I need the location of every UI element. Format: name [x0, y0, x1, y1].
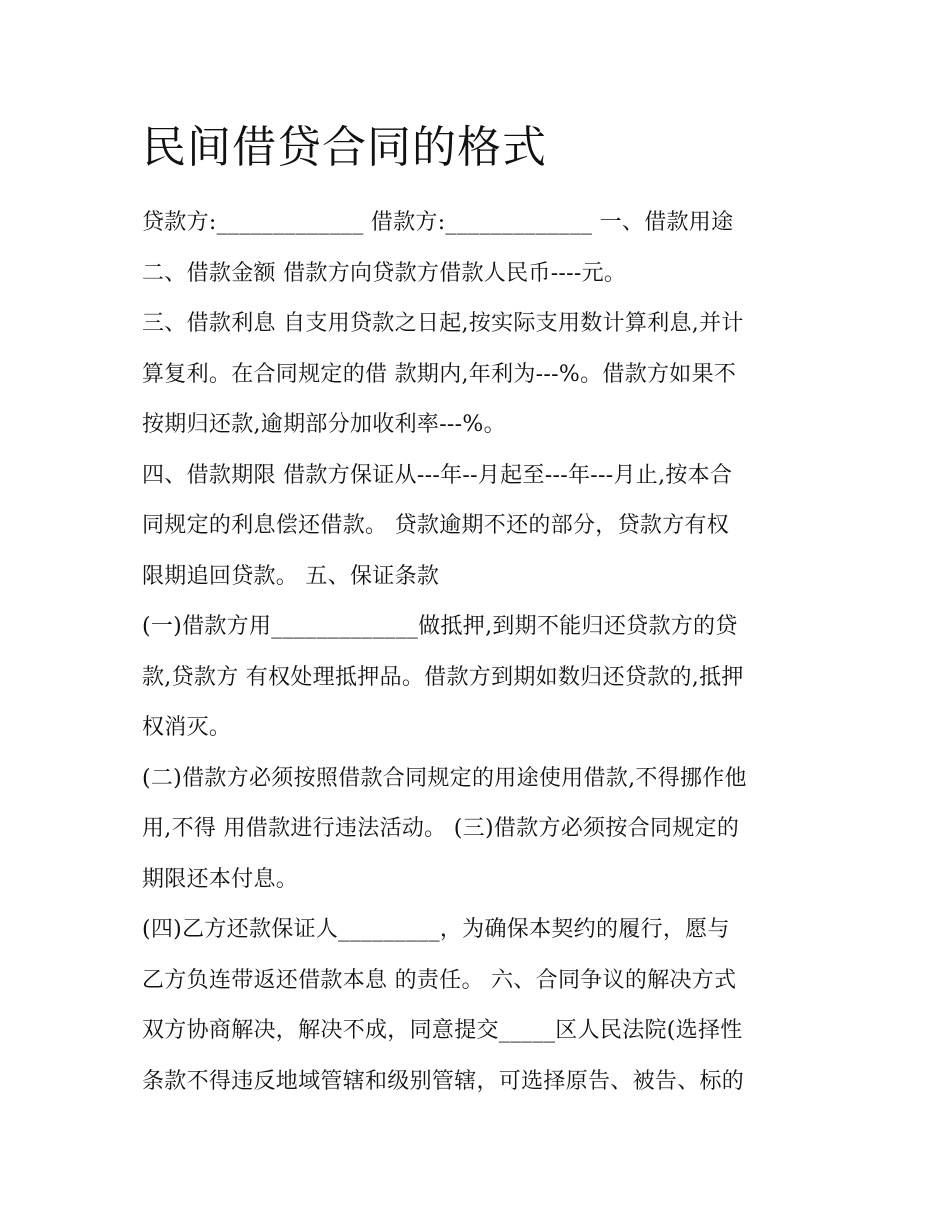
body-line: 四、借款期限 借款方保证从---年--月起至---年---月止,按本合: [142, 462, 733, 488]
body-line: 权消灭。: [142, 715, 232, 740]
body-line: 期限还本付息。: [142, 866, 299, 892]
body-line: 双方协商解决，解决不成，同意提交_____区人民法院(选择性: [142, 1018, 743, 1043]
body-line: 款,贷款方 有权处理抵押品。借款方到期如数归还贷款的,抵押: [142, 664, 744, 690]
body-line: (一)借款方用_____________做抵押,到期不能归还贷款方的贷: [142, 614, 738, 639]
body-line: (二)借款方必须按照借款合同规定的用途使用借款,不得挪作他: [142, 765, 747, 791]
body-line: 条款不得违反地域管辖和级别管辖，可选择原告、被告、标的: [142, 1068, 745, 1094]
body-line: 按期归还款,逾期部分加收利率---%。: [142, 412, 506, 437]
body-line: 乙方负连带返还借款本息 的责任。 六、合同争议的解决方式: [142, 967, 737, 993]
document-title: 民间借贷合同的格式: [142, 122, 547, 173]
body-line: 二、借款金额 借款方向贷款方借款人民币----元。: [142, 260, 627, 286]
body-line: 同规定的利息偿还借款。 贷款逾期不还的部分，贷款方有权: [142, 513, 730, 538]
document-body: [142, 198, 822, 1107]
body-line: (四)乙方还款保证人_________，为确保本契约的履行，愿与: [142, 917, 730, 942]
body-line: 算复利。在合同规定的借 款期内,年利为---%。借款方如果不: [142, 361, 737, 387]
body-line: 用,不得 用借款进行违法活动。 (三)借款方必须按合同规定的: [142, 816, 740, 841]
body-line: 限期追回贷款。 五、保证条款: [142, 563, 440, 589]
body-line: 三、借款利息 自支用贷款之日起,按实际支用数计算利息,并计: [142, 311, 744, 336]
body-line: 贷款方:_____________ 借款方:_____________ 一、借款用途: [142, 210, 734, 235]
